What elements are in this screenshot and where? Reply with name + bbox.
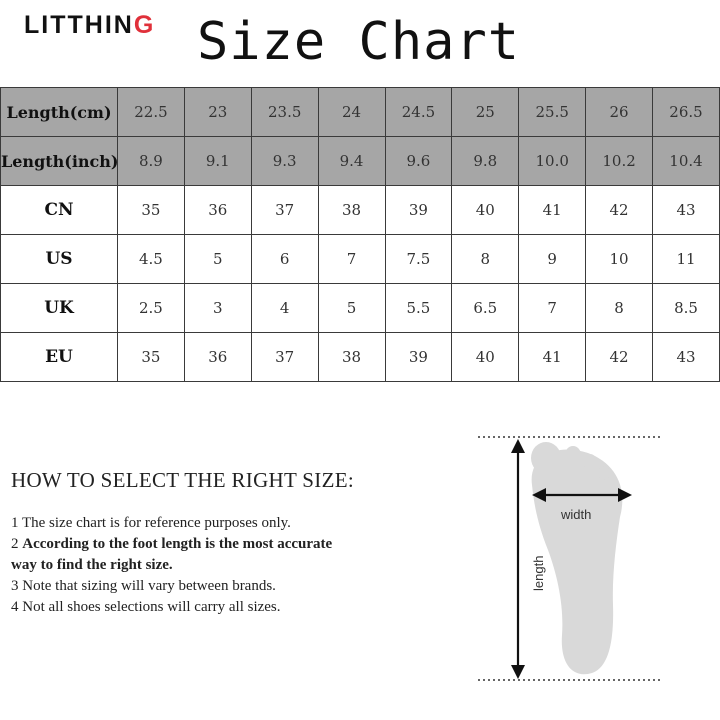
size-cell: 5 — [184, 235, 251, 284]
size-cell: 24 — [318, 88, 385, 137]
size-cell: 39 — [385, 186, 452, 235]
size-cell: 3 — [184, 284, 251, 333]
row-label: CN — [1, 186, 118, 235]
length-label: length — [531, 555, 546, 591]
tip-text: Not all shoes selections will carry all sizes. — [22, 599, 281, 615]
size-cell: 9.4 — [318, 137, 385, 186]
size-cell: 42 — [586, 333, 653, 382]
size-cell: 23.5 — [251, 88, 318, 137]
size-table-body — [1, 88, 720, 382]
size-cell: 4 — [251, 284, 318, 333]
size-cell: 40 — [452, 333, 519, 382]
size-cell: 37 — [251, 333, 318, 382]
size-cell: 7.5 — [385, 235, 452, 284]
tip-item — [11, 534, 351, 576]
foot-measurement-diagram — [470, 425, 670, 695]
how-to-heading: HOW TO SELECT THE RIGHT SIZE: — [11, 468, 354, 492]
size-cell: 25.5 — [519, 88, 586, 137]
size-cell: 7 — [519, 284, 586, 333]
width-label: width — [561, 507, 592, 522]
size-cell: 23 — [184, 88, 251, 137]
size-cell: 6.5 — [452, 284, 519, 333]
size-cell: 9.8 — [452, 137, 519, 186]
size-cell: 38 — [318, 186, 385, 235]
size-cell: 26.5 — [653, 88, 720, 137]
size-cell: 7 — [318, 235, 385, 284]
size-cell: 5 — [318, 284, 385, 333]
size-cell: 4.5 — [118, 235, 185, 284]
size-cell: 10.0 — [519, 137, 586, 186]
size-table-row — [1, 88, 720, 137]
size-cell: 24.5 — [385, 88, 452, 137]
size-table-row — [1, 284, 720, 333]
row-label: EU — [1, 333, 118, 382]
size-cell: 41 — [519, 186, 586, 235]
size-cell: 8.9 — [118, 137, 185, 186]
size-table — [0, 87, 720, 382]
size-cell: 8 — [586, 284, 653, 333]
size-cell: 40 — [452, 186, 519, 235]
size-cell: 41 — [519, 333, 586, 382]
size-table-row — [1, 333, 720, 382]
size-cell: 35 — [118, 186, 185, 235]
size-cell: 9.1 — [184, 137, 251, 186]
size-cell: 9.3 — [251, 137, 318, 186]
size-cell: 5.5 — [385, 284, 452, 333]
size-cell: 8 — [452, 235, 519, 284]
size-cell: 2.5 — [118, 284, 185, 333]
tip-number: 2 — [11, 536, 19, 552]
size-cell: 36 — [184, 186, 251, 235]
size-cell: 39 — [385, 333, 452, 382]
brand-logo-main: LITTHIN — [24, 11, 134, 39]
page-title: Size Chart — [197, 12, 521, 72]
tip-item — [11, 576, 351, 597]
tip-number: 3 — [11, 578, 19, 594]
row-label: US — [1, 235, 118, 284]
size-cell: 43 — [653, 186, 720, 235]
size-cell: 35 — [118, 333, 185, 382]
tip-number: 1 — [11, 515, 19, 531]
tip-item — [11, 597, 351, 618]
tip-text: According to the foot length is the most accurate way to find the right size. — [11, 536, 333, 573]
size-table-row — [1, 235, 720, 284]
size-cell: 42 — [586, 186, 653, 235]
size-cell: 22.5 — [118, 88, 185, 137]
size-cell: 10.4 — [653, 137, 720, 186]
size-cell: 10 — [586, 235, 653, 284]
size-table-row — [1, 186, 720, 235]
brand-logo-accent: G — [133, 11, 156, 39]
size-cell: 10.2 — [586, 137, 653, 186]
size-cell: 9.6 — [385, 137, 452, 186]
tips-list — [11, 513, 351, 618]
tip-number: 4 — [11, 599, 19, 615]
size-cell: 6 — [251, 235, 318, 284]
tip-text: Note that sizing will vary between brands. — [22, 578, 276, 594]
size-cell: 25 — [452, 88, 519, 137]
size-cell: 8.5 — [653, 284, 720, 333]
size-cell: 9 — [519, 235, 586, 284]
size-cell: 37 — [251, 186, 318, 235]
size-cell: 38 — [318, 333, 385, 382]
size-cell: 11 — [653, 235, 720, 284]
tip-item — [11, 513, 351, 534]
tip-text: The size chart is for reference purposes only. — [21, 515, 291, 531]
row-label: Length(cm) — [1, 88, 118, 137]
size-table-row — [1, 137, 720, 186]
size-cell: 26 — [586, 88, 653, 137]
row-label: UK — [1, 284, 118, 333]
brand-logo — [24, 11, 155, 40]
length-arrow-icon — [511, 439, 525, 679]
size-cell: 43 — [653, 333, 720, 382]
row-label: Length(inch) — [1, 137, 118, 186]
size-cell: 36 — [184, 333, 251, 382]
